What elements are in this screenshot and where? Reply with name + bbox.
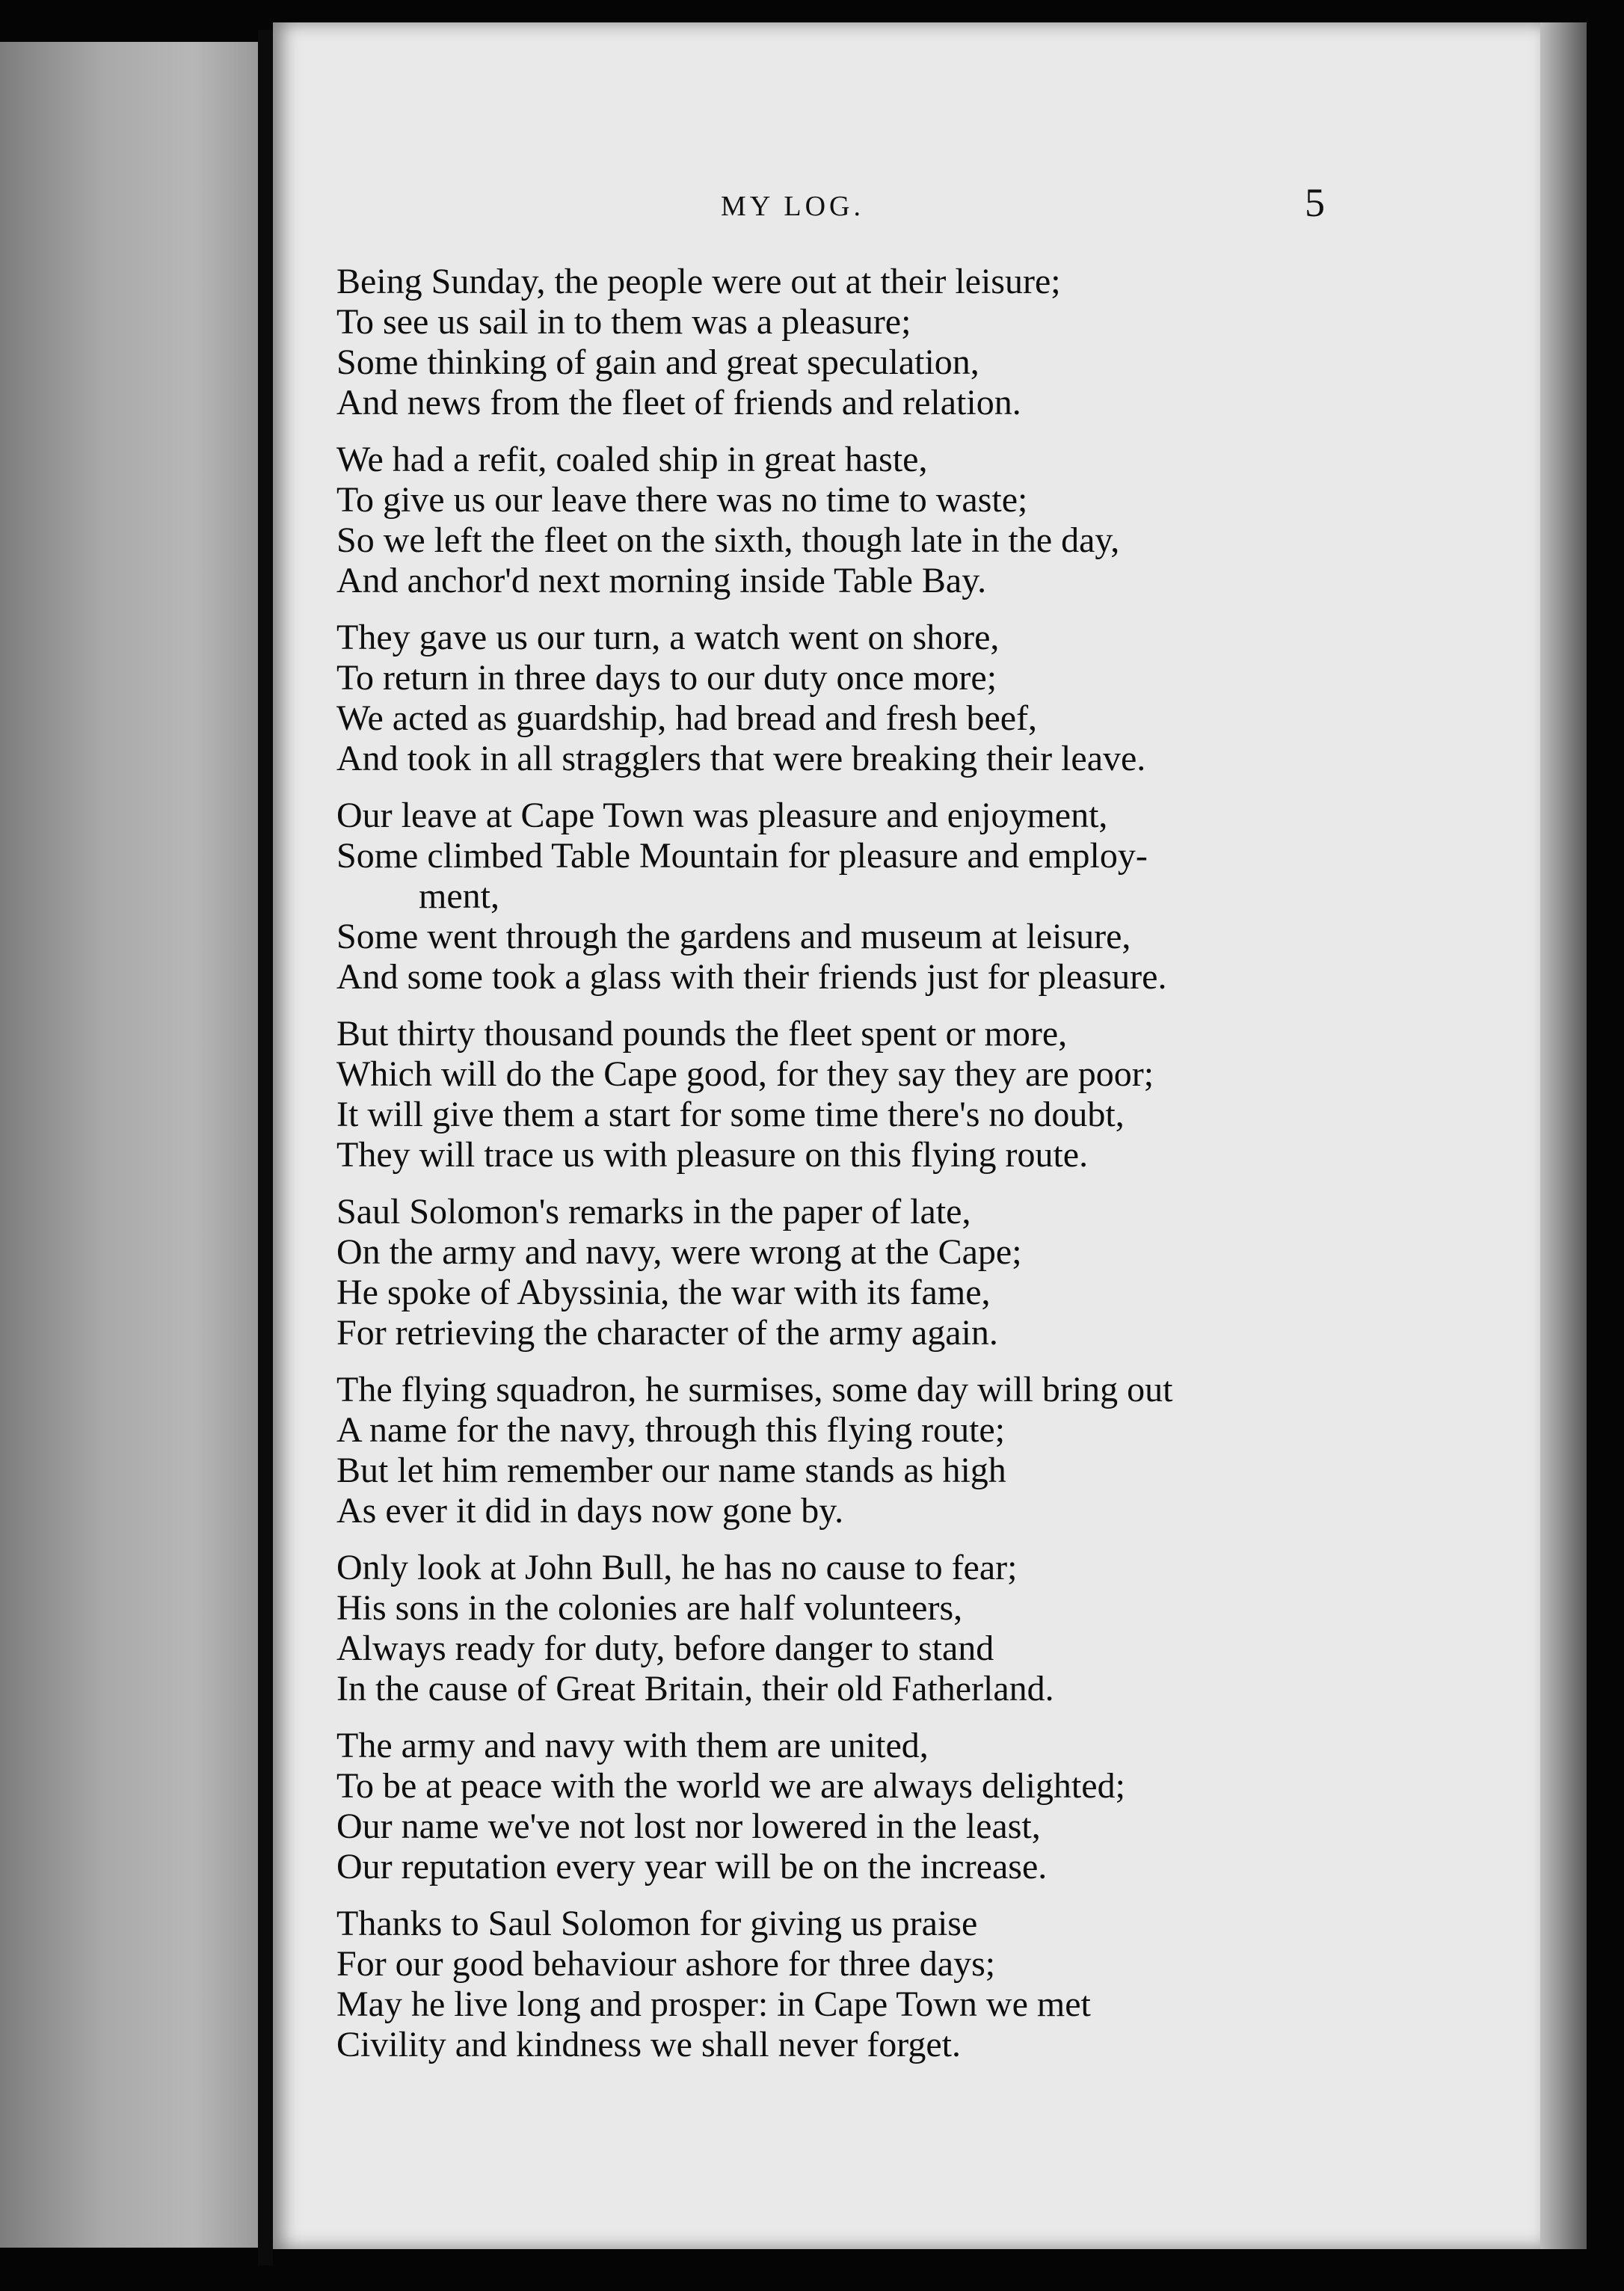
page-edge bbox=[1540, 22, 1587, 2249]
poem-line: He spoke of Abyssinia, the war with its fame, bbox=[336, 1273, 991, 1312]
poem-line: Thanks to Saul Solomon for giving us praise bbox=[336, 1904, 978, 1943]
poem-line: May he live long and prosper: in Cape Town we met bbox=[336, 1984, 1091, 2024]
poem-line: We acted as guardship, had bread and fresh beef, bbox=[336, 698, 1038, 738]
poem-line: Our leave at Cape Town was pleasure and enjoyment, bbox=[336, 796, 1108, 835]
poem-line: And some took a glass with their friends just for pleasure. bbox=[336, 957, 1167, 997]
poem-line: But let him remember our name stands as high bbox=[336, 1451, 1006, 1490]
poem-line: We had a refit, coaled ship in great haste, bbox=[336, 440, 928, 479]
poem-line: They will trace us with pleasure on this flying route. bbox=[336, 1135, 1089, 1175]
poem-line-continuation: ment, bbox=[419, 876, 499, 916]
poem-line: Some went through the gardens and museum at leisure, bbox=[336, 917, 1131, 956]
poem-line: Only look at John Bull, he has no cause to fear; bbox=[336, 1548, 1018, 1587]
poem-line: Some climbed Table Mountain for pleasure and employ- bbox=[336, 836, 1148, 876]
poem-line: Being Sunday, the people were out at their leisure; bbox=[336, 262, 1061, 301]
poem-line: To be at peace with the world we are always delighted; bbox=[336, 1766, 1125, 1806]
poem-line: To return in three days to our duty once more; bbox=[336, 658, 997, 698]
poem-line: Our reputation every year will be on the increase. bbox=[336, 1847, 1048, 1886]
poem-line: To give us our leave there was no time to waste; bbox=[336, 480, 1028, 520]
poem-line: On the army and navy, were wrong at the Cape; bbox=[336, 1232, 1022, 1272]
poem-line: The flying squadron, he surmises, some day will bring out bbox=[336, 1370, 1173, 1409]
poem-line: In the cause of Great Britain, their old Fatherland. bbox=[336, 1669, 1054, 1709]
stanza bbox=[336, 796, 1510, 997]
poem-line: As ever it did in days now gone by. bbox=[336, 1491, 844, 1531]
stanza bbox=[336, 1192, 1510, 1353]
stanza bbox=[336, 440, 1510, 601]
poem-line: And news from the fleet of friends and relation. bbox=[336, 383, 1021, 422]
poem-line: The army and navy with them are united, bbox=[336, 1726, 929, 1765]
stanza bbox=[336, 1548, 1510, 1709]
stanza bbox=[336, 1370, 1510, 1531]
poem-line: For our good behaviour ashore for three days; bbox=[336, 1944, 996, 1984]
stanza bbox=[336, 1904, 1510, 2065]
poem-body bbox=[336, 262, 1510, 2082]
stanza bbox=[336, 618, 1510, 779]
poem-line: Some thinking of gain and great speculation, bbox=[336, 342, 979, 382]
page-number: 5 bbox=[1305, 180, 1325, 225]
poem-line: Always ready for duty, before danger to stand bbox=[336, 1629, 994, 1668]
facing-page bbox=[0, 42, 258, 2248]
book-page bbox=[273, 22, 1540, 2249]
poem-line: Which will do the Cape good, for they say they are poor; bbox=[336, 1054, 1154, 1094]
poem-line: They gave us our turn, a watch went on shore, bbox=[336, 618, 1000, 657]
poem-line: It will give them a start for some time there's no doubt, bbox=[336, 1095, 1125, 1134]
poem-line: Saul Solomon's remarks in the paper of late, bbox=[336, 1192, 971, 1231]
poem-line: Civility and kindness we shall never forget. bbox=[336, 2025, 961, 2064]
poem-line: For retrieving the character of the army again. bbox=[336, 1313, 998, 1353]
page-header bbox=[273, 179, 1540, 232]
poem-line: And took in all stragglers that were breaking their leave. bbox=[336, 739, 1146, 778]
poem-line: And anchor'd next morning inside Table Bay. bbox=[336, 561, 987, 600]
running-head: MY LOG. bbox=[721, 191, 864, 222]
stanza bbox=[336, 1014, 1510, 1175]
poem-line: His sons in the colonies are half volunteers, bbox=[336, 1588, 963, 1628]
poem-line: So we left the fleet on the sixth, though late in the day, bbox=[336, 520, 1120, 560]
stanza bbox=[336, 1726, 1510, 1887]
binding-gutter bbox=[258, 30, 273, 2266]
poem-line: To see us sail in to them was a pleasure; bbox=[336, 302, 911, 342]
poem-line: A name for the navy, through this flying route; bbox=[336, 1410, 1006, 1450]
stanza bbox=[336, 262, 1510, 423]
poem-line: But thirty thousand pounds the fleet spent or more, bbox=[336, 1014, 1068, 1054]
poem-line: Our name we've not lost nor lowered in the least, bbox=[336, 1806, 1041, 1846]
